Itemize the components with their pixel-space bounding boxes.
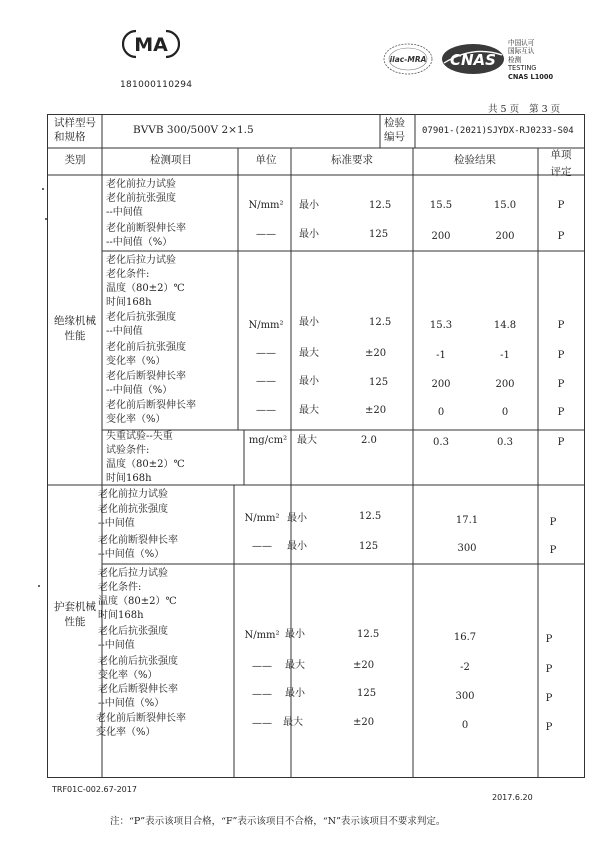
report-number-label: 检验 编号 (384, 117, 405, 143)
col-standard: 标准要求 (331, 154, 373, 166)
res1-r9: 0.3 (433, 437, 449, 448)
val-r6: ±20 (365, 348, 387, 359)
val-r3: 125 (369, 229, 389, 240)
res1-r5: 15.3 (429, 320, 453, 331)
unit-s8: —— (252, 718, 272, 729)
verdict-r6: P (557, 350, 565, 361)
model-value: BVVB 300/500V 2×1.5 (133, 124, 254, 136)
verdict-legend-note: 注：“P”表示该项目合格，“F”表示该项目不合格，“N”表示该项目不要求判定。 (110, 816, 446, 827)
item-s5: 老化后抗张强度 --中间值 (98, 626, 168, 651)
res-s5: 16.7 (453, 632, 477, 643)
item-s4: 老化后拉力试验 老化条件: 温度（80±2）℃ 时间168h (98, 568, 177, 621)
col-unit: 单位 (255, 154, 277, 166)
res1-r3: 200 (431, 231, 451, 242)
item-r6: 老化前后抗张强度 变化率（%） (106, 342, 186, 367)
verdict-r5: P (557, 320, 565, 331)
req-r6: 最大 (299, 348, 319, 359)
form-code: TRF01C-002.67-2017 (52, 785, 137, 794)
verdict-s3: P (549, 545, 557, 556)
item-r4: 老化后拉力试验 老化条件: 温度（80±2）℃ 时间168h (106, 255, 185, 308)
col-item: 检测项目 (150, 154, 192, 166)
unit-s3: —— (252, 541, 272, 552)
item-r5: 老化后抗张强度 --中间值 (106, 312, 176, 337)
verdict-r3: P (557, 231, 565, 242)
item-r1: 老化前拉力试验 (106, 179, 176, 190)
model-label: 试样型号 和规格 (54, 117, 96, 143)
val-s8: ±20 (353, 717, 375, 728)
verdict-s8: P (545, 722, 553, 733)
res1-r2: 15.5 (429, 200, 453, 211)
req-s3: 最小 (287, 541, 307, 552)
cma-logo (122, 28, 180, 60)
res2-r6: -1 (500, 350, 510, 361)
unit-r6: —— (256, 348, 276, 359)
scan-speck (45, 218, 47, 220)
verdict-s6: P (545, 664, 553, 675)
item-s7: 老化后断裂伸长率 --中间值（%） (98, 684, 178, 709)
res1-r6: -1 (436, 350, 446, 361)
item-r8: 老化前后断裂伸长率 变化率（%） (106, 400, 196, 425)
res1-r8: 0 (437, 407, 445, 418)
scan-speck (42, 188, 44, 190)
verdict-r7: P (557, 379, 565, 390)
svg-text:MA: MA (134, 34, 168, 56)
ilac-mra-logo (382, 42, 434, 76)
col-category: 类别 (64, 154, 86, 166)
category-insulation: 绝缘机械 性能 (54, 315, 96, 342)
req-r9: 最大 (297, 435, 317, 446)
val-s5: 12.5 (357, 629, 380, 640)
req-s7: 最小 (285, 688, 305, 699)
verdict-s7: P (545, 693, 553, 704)
col-result: 检验结果 (454, 154, 496, 166)
item-r2: 老化前抗张强度 --中间值 (106, 193, 176, 218)
res2-r3: 200 (495, 231, 515, 242)
val-r8: ±20 (365, 405, 387, 416)
val-r7: 125 (369, 377, 389, 388)
cnas-accreditation-text: 中国认可 国际互认 检测 TESTING CNAS L1000 (508, 39, 554, 81)
verdict-r8: P (557, 407, 565, 418)
unit-r2: N/mm² (248, 200, 284, 211)
res-s6: -2 (460, 662, 470, 673)
res-s3: 300 (457, 543, 477, 554)
val-s2: 12.5 (359, 511, 382, 522)
verdict-s5: P (545, 634, 553, 645)
res2-r7: 200 (495, 379, 515, 390)
unit-s2: N/mm² (244, 513, 280, 524)
page-number: 共 5 页 第 3 页 (488, 104, 561, 115)
res-s2: 17.1 (455, 515, 479, 526)
item-s3: 老化前断裂伸长率 --中间值（%） (98, 535, 178, 560)
unit-r7: —— (256, 376, 276, 387)
req-s8: 最大 (283, 717, 303, 728)
unit-s5: N/mm² (244, 630, 280, 641)
item-r9: 失重试验--失重 试验条件: 温度（80±2）℃ 时间168h (106, 431, 185, 484)
svg-text:ilac-MRA: ilac-MRA (389, 55, 427, 64)
res2-r8: 0 (501, 407, 509, 418)
test-report-table (47, 114, 585, 778)
report-number-value: 07901-(2021)SJYDX-RJ0233-S04 (422, 126, 574, 136)
req-r7: 最小 (299, 376, 319, 387)
res1-r7: 200 (431, 379, 451, 390)
unit-r9: mg/cm² (248, 435, 288, 446)
req-s5: 最小 (285, 629, 305, 640)
res-s7: 300 (455, 691, 475, 702)
val-s7: 125 (357, 688, 377, 699)
unit-r5: N/mm² (248, 320, 284, 331)
req-r8: 最大 (299, 405, 319, 416)
req-r5: 最小 (299, 317, 319, 328)
val-r2: 12.5 (369, 200, 392, 211)
item-r3: 老化前断裂伸长率 --中间值（%） (106, 223, 186, 248)
req-s6: 最大 (285, 660, 305, 671)
item-s8: 老化前后断裂伸长率 变化率（%） (96, 713, 186, 738)
col-verdict: 单项 评定 (550, 149, 572, 178)
unit-s6: —— (252, 661, 272, 672)
res2-r5: 14.8 (493, 320, 517, 331)
certificate-serial: 181000110294 (120, 80, 193, 90)
unit-r8: —— (256, 405, 276, 416)
res2-r9: 0.3 (497, 437, 513, 448)
cnas-logo (440, 42, 506, 76)
item-s1: 老化前拉力试验 (98, 489, 168, 500)
svg-text:CNAS: CNAS (450, 51, 496, 69)
val-r5: 12.5 (369, 317, 392, 328)
verdict-s2: P (549, 517, 557, 528)
req-s2: 最小 (287, 513, 307, 524)
res-s8: 0 (461, 720, 469, 731)
unit-s7: —— (252, 689, 272, 700)
form-date: 2017.6.20 (492, 793, 533, 802)
item-r7: 老化后断裂伸长率 --中间值（%） (106, 371, 186, 396)
verdict-r2: P (557, 200, 565, 211)
unit-r3: —— (256, 229, 276, 240)
scan-speck (38, 585, 40, 587)
category-sheath: 护套机械 性能 (54, 601, 96, 628)
val-r9: 2.0 (361, 435, 377, 446)
req-r3: 最小 (299, 229, 319, 240)
verdict-r9: P (557, 437, 565, 448)
req-r2: 最小 (299, 200, 319, 211)
res2-r2: 15.0 (493, 200, 517, 211)
item-s2: 老化前抗张强度 --中间值 (98, 504, 168, 529)
item-s6: 老化前后抗张强度 变化率（%） (98, 656, 178, 681)
val-s3: 125 (359, 541, 379, 552)
val-s6: ±20 (353, 660, 375, 671)
